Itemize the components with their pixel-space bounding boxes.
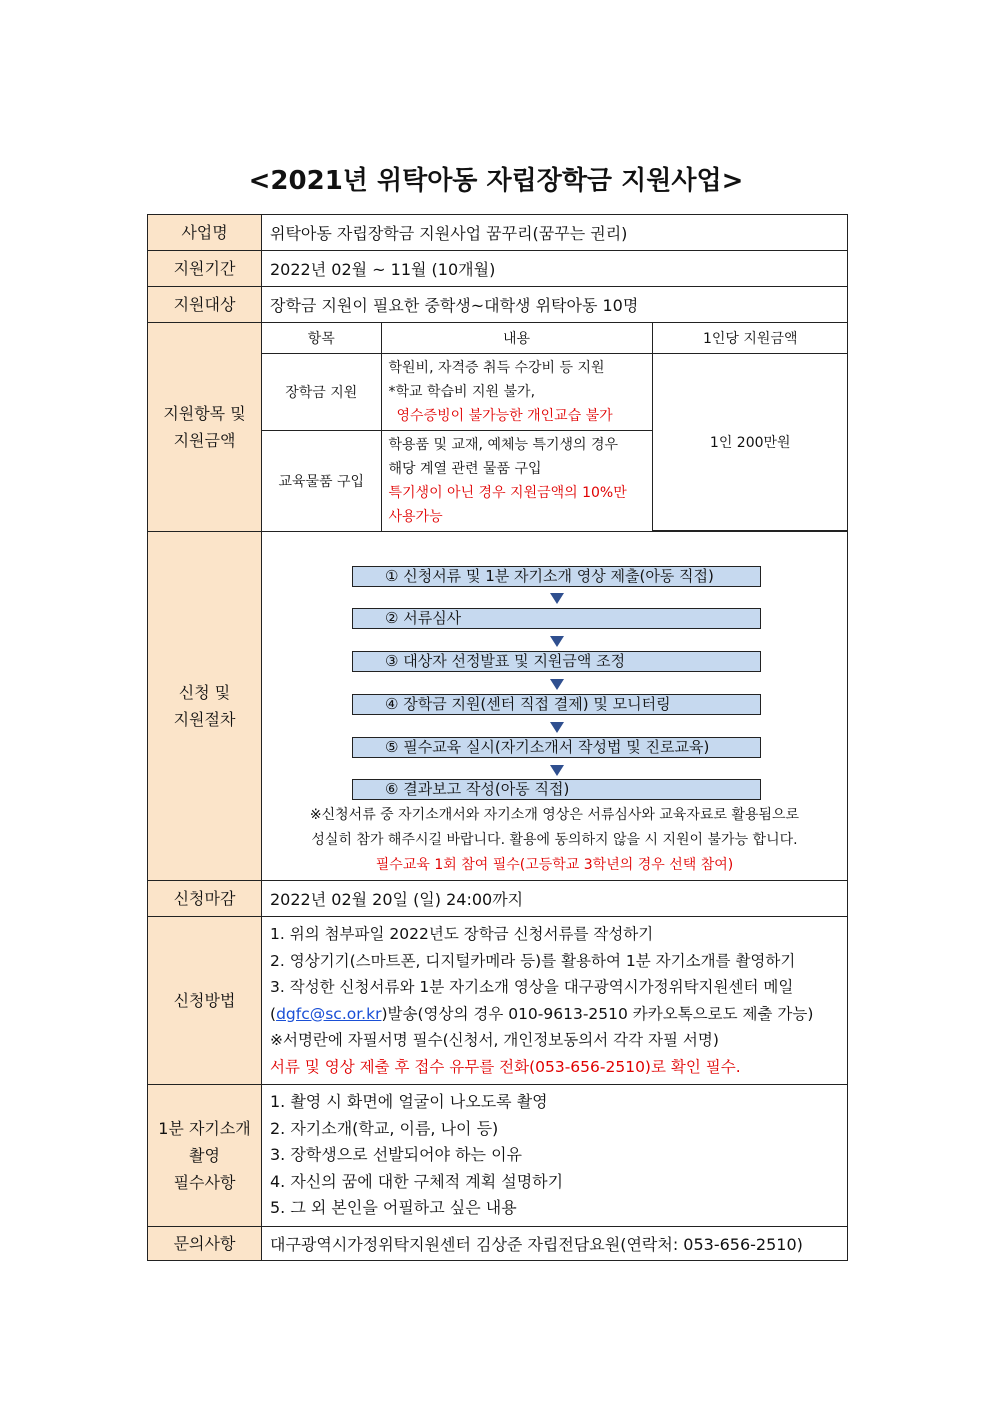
label-items-line2: 지원금액 <box>173 431 236 450</box>
method-line3: 3. 작성한 신청서류와 1분 자기소개 영상을 대구광역시가정위탁지원센터 메일 <box>270 978 794 996</box>
items-subtable <box>262 323 848 531</box>
procedure-note-3: 필수교육 1회 참여 필수(고등학교 3학년의 경우 선택 참여) <box>375 857 734 873</box>
content-supplies <box>381 430 652 531</box>
row-business-name <box>148 215 848 251</box>
supplies-line3: 특기생이 아닌 경우 지원금액의 10%만 <box>388 484 627 501</box>
label-procedure <box>148 532 262 881</box>
row-period <box>148 251 848 287</box>
scholarship-line2: *학교 학습비 지원 불가, <box>388 383 536 400</box>
method-line4-post: )발송(영상의 경우 010-9613-2510 카카오톡으로도 제출 가능) <box>381 1004 814 1023</box>
value-deadline: 2022년 02월 20일 (일) 24:00까지 <box>262 881 848 917</box>
label-video <box>148 1085 262 1227</box>
supplies-line2: 해당 계열 관련 물품 구입 <box>388 460 542 477</box>
method-line5: ※서명란에 자필서명 필수(신청서, 개인정보동의서 각각 자필 서명) <box>270 1031 719 1049</box>
label-procedure-line2: 지원절차 <box>173 710 236 729</box>
method-line2: 2. 영상기기(스마트폰, 디지털카메라 등)를 활용하여 1분 자기소개를 촬영하기 <box>270 951 796 970</box>
label-business-name: 사업명 <box>148 215 262 251</box>
value-period: 2022년 02월 ~ 11월 (10개월) <box>262 251 848 287</box>
label-procedure-line1: 신청 및 <box>178 683 231 702</box>
procedure-flow <box>262 532 847 880</box>
items-row-scholarship <box>262 353 848 430</box>
info-table <box>147 214 848 1261</box>
header-item: 항목 <box>262 323 381 353</box>
item-scholarship: 장학금 지원 <box>262 353 381 430</box>
page-title: <2021년 위탁아동 자립장학금 지원사업> <box>248 166 744 196</box>
down-arrow-icon <box>550 679 564 690</box>
value-business-name: 위탁아동 자립장학금 지원사업 꿈꾸리(꿈꾸는 권리) <box>262 215 848 251</box>
down-arrow-icon <box>550 765 564 776</box>
label-video-line1: 1분 자기소개 <box>158 1119 251 1138</box>
label-target: 지원대상 <box>148 287 262 323</box>
scholarship-line3: 영수증빙이 불가능한 개인교습 불가 <box>396 407 613 424</box>
label-items-line1: 지원항목 및 <box>163 404 246 423</box>
procedure-step-6: ⑥ 결과보고 작성(아동 직접) <box>352 779 761 800</box>
procedure-step-1: ① 신청서류 및 1분 자기소개 영상 제출(아동 직접) <box>352 566 761 587</box>
label-items <box>148 323 262 532</box>
supplies-line4: 사용가능 <box>388 508 443 525</box>
procedure-cell <box>262 532 848 881</box>
items-cell <box>262 323 848 532</box>
video-item-4: 4. 자신의 꿈에 대한 구체적 계획 설명하기 <box>270 1171 564 1191</box>
supplies-line1: 학용품 및 교재, 예체능 특기생의 경우 <box>388 436 619 453</box>
email-link[interactable]: dgfc@sc.or.kr <box>276 1004 382 1023</box>
label-video-line2: 촬영 <box>189 1146 220 1165</box>
row-procedure <box>148 532 848 881</box>
value-contact: 대구광역시가정위탁지원센터 김상준 자립전담요원(연락처: 053-656-2510) <box>262 1227 848 1261</box>
header-content: 내용 <box>381 323 652 353</box>
procedure-step-4: ④ 장학금 지원(센터 직접 결제) 및 모니터링 <box>352 694 761 715</box>
label-method: 신청방법 <box>148 917 262 1085</box>
down-arrow-icon <box>550 722 564 733</box>
down-arrow-icon <box>550 593 564 604</box>
procedure-step-5: ⑤ 필수교육 실시(자기소개서 작성법 및 진로교육) <box>352 737 761 758</box>
amount-per-person: 1인 200만원 <box>652 353 848 531</box>
method-line6: 서류 및 영상 제출 후 접수 유무를 전화(053-656-2510)로 확인 필수. <box>270 1057 741 1076</box>
video-item-3: 3. 장학생으로 선발되어야 하는 이유 <box>270 1145 522 1165</box>
procedure-note-1: ※신청서류 중 자기소개서와 자기소개 영상은 서류심사와 교육자료로 활용됨으로 <box>309 807 800 823</box>
value-video <box>262 1085 848 1227</box>
procedure-step-3: ③ 대상자 선정발표 및 지원금액 조정 <box>352 651 761 672</box>
row-contact <box>148 1227 848 1261</box>
label-period: 지원기간 <box>148 251 262 287</box>
video-item-5: 5. 그 외 본인을 어필하고 싶은 내용 <box>270 1198 517 1218</box>
row-method <box>148 917 848 1085</box>
video-item-2: 2. 자기소개(학교, 이름, 나이 등) <box>270 1118 499 1138</box>
item-supplies: 교육물품 구입 <box>262 430 381 531</box>
label-video-line3: 필수사항 <box>173 1173 236 1192</box>
label-deadline: 신청마감 <box>148 881 262 917</box>
procedure-step-2: ② 서류심사 <box>352 608 761 629</box>
value-method <box>262 917 848 1085</box>
method-line1: 1. 위의 첨부파일 2022년도 장학금 신청서류를 작성하기 <box>270 925 654 943</box>
row-deadline <box>148 881 848 917</box>
items-header-row <box>262 323 848 353</box>
header-amount: 1인당 지원금액 <box>652 323 848 353</box>
value-target: 장학금 지원이 필요한 중학생~대학생 위탁아동 10명 <box>262 287 848 323</box>
row-target <box>148 287 848 323</box>
scholarship-line1: 학원비, 자격증 취득 수강비 등 지원 <box>388 359 605 376</box>
content-scholarship <box>381 353 652 430</box>
row-items <box>148 323 848 532</box>
down-arrow-icon <box>550 636 564 647</box>
procedure-note-2: 성실히 참가 해주시길 바랍니다. 활용에 동의하지 않을 시 지원이 불가능 합니다. <box>311 832 798 848</box>
row-video <box>148 1085 848 1227</box>
method-line4 <box>270 1001 839 1028</box>
video-item-1: 1. 촬영 시 화면에 얼굴이 나오도록 촬영 <box>270 1092 548 1112</box>
label-contact: 문의사항 <box>148 1227 262 1261</box>
method-line4-pre: ( <box>270 1004 277 1023</box>
